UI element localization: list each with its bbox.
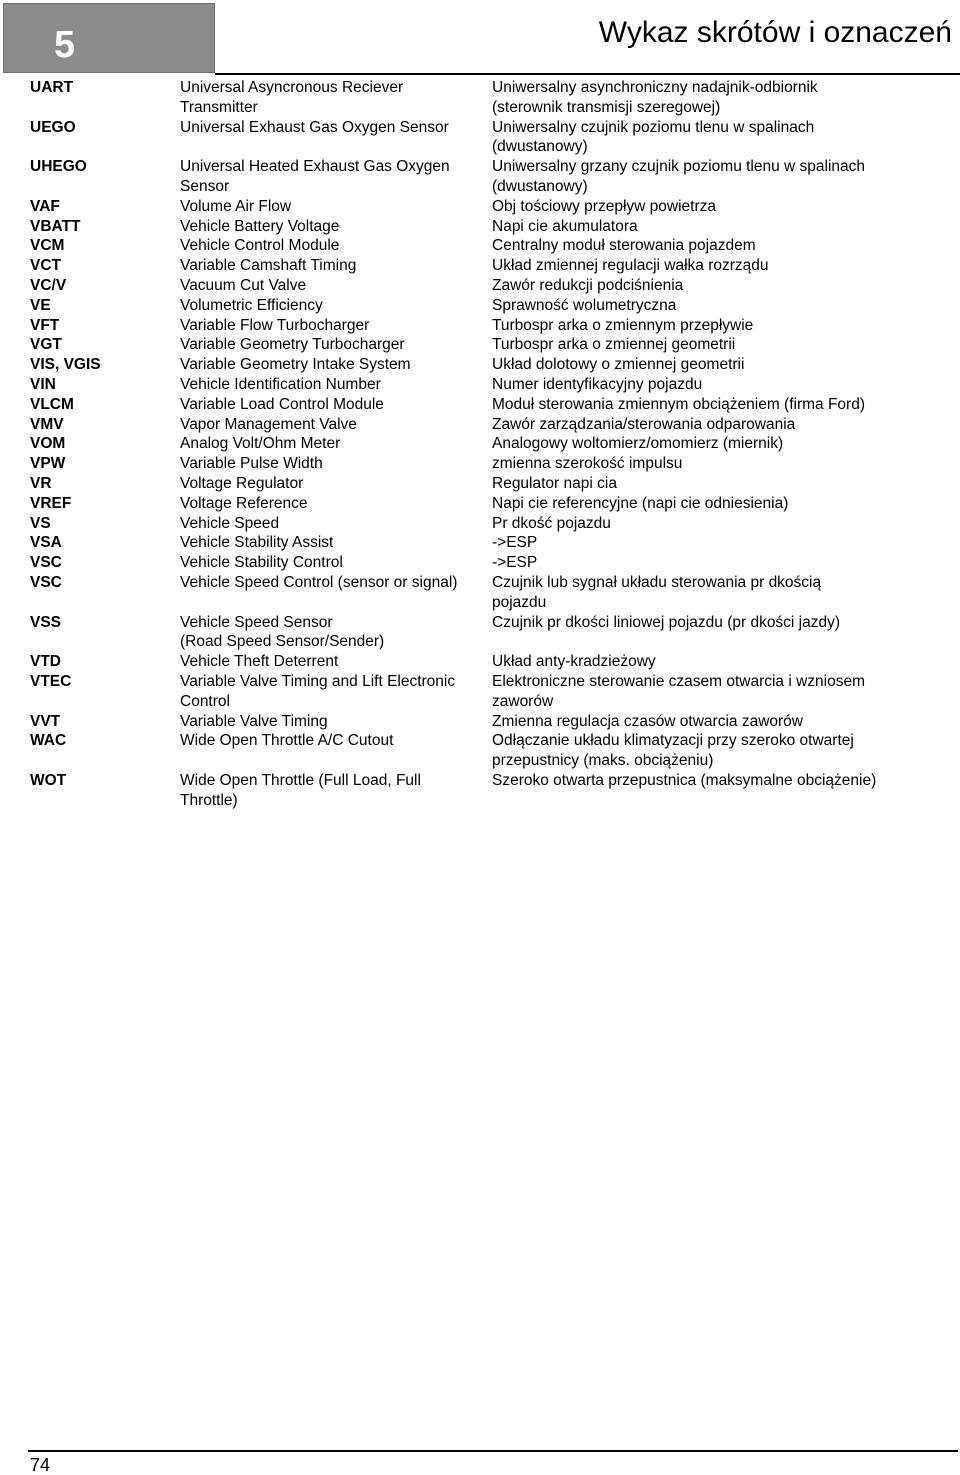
table-row [30, 355, 950, 375]
english-term-cell: Variable Load Control Module [180, 395, 384, 413]
english-term-cell: Analog Volt/Ohm Meter [180, 435, 341, 453]
table-row [30, 613, 950, 653]
page-number: 74 [30, 1455, 51, 1475]
abbreviation-cell: VSC [30, 554, 62, 572]
polish-term-cell: ->ESP [492, 554, 538, 572]
polish-term-cell: Regulator napi cia [492, 474, 617, 492]
table-row [30, 454, 950, 474]
english-term-cell: Wide Open Throttle A/C Cutout [180, 732, 394, 750]
abbreviation-cell: WOT [30, 771, 67, 789]
table-row [30, 514, 950, 534]
english-term-cell: Vapor Management Valve [180, 415, 357, 433]
polish-term-cell: ->ESP [492, 534, 538, 552]
abbreviation-cell: VLCM [30, 395, 74, 413]
table-row [30, 771, 950, 811]
english-term-cell: Vehicle Battery Voltage [180, 217, 340, 235]
abbreviation-cell: VIN [30, 375, 56, 393]
table-row [30, 672, 950, 712]
polish-term-cell: Napi cie akumulatora [492, 217, 638, 235]
table-row [30, 157, 950, 197]
table-row [30, 434, 950, 454]
table-row [30, 256, 950, 276]
polish-term-cell: Analogowy woltomierz/omomierz (miernik) [492, 435, 784, 453]
english-term-cell: Variable Camshaft Timing [180, 257, 357, 275]
abbreviation-cell: WAC [30, 732, 67, 750]
table-row [30, 197, 950, 217]
abbreviation-cell: VBATT [30, 217, 81, 235]
polish-term-cell: Zawór zarządzania/sterowania odparowania [492, 415, 796, 433]
table-row [30, 494, 950, 514]
polish-term-cell: Pr dkość pojazdu [492, 514, 611, 532]
english-term-cell: Universal Asyncronous Reciever Transmitter [180, 79, 404, 116]
abbreviation-cell: VVT [30, 712, 61, 730]
polish-term-cell: Napi cie referencyjne (napi cie odniesienia) [492, 494, 789, 512]
polish-term-cell: Układ zmiennej regulacji wałka rozrządu [492, 257, 769, 275]
polish-term-cell: Numer identyfikacyjny pojazdu [492, 375, 703, 393]
abbreviation-cell: VTD [30, 653, 61, 671]
table-row [30, 731, 950, 771]
table-row [30, 553, 950, 573]
english-term-cell: Variable Valve Timing and Lift Electronic Control [180, 672, 456, 710]
polish-term-cell: Turbospr arka o zmiennej geometrii [492, 336, 736, 354]
english-term-cell: Vehicle Identification Number [180, 375, 381, 393]
polish-term-cell: Uniwersalny asynchroniczny nadajnik-odbiornik (sterownik transmisji szeregowej) [492, 79, 818, 116]
polish-term-cell: Obj tościowy przepływ powietrza [492, 197, 716, 215]
abbreviation-cell: VSS [30, 613, 62, 631]
english-term-cell: Variable Geometry Intake System [180, 356, 411, 374]
polish-term-cell: Czujnik pr dkości liniowej pojazdu (pr dkości jazdy) [492, 613, 841, 631]
polish-term-cell: Zawór redukcji podciśnienia [492, 276, 684, 294]
chapter-tab [3, 3, 215, 73]
table-row [30, 415, 950, 435]
english-term-cell: Volumetric Efficiency [180, 296, 323, 314]
abbreviation-cell: VE [30, 296, 51, 314]
table-row [30, 652, 950, 672]
polish-term-cell: Układ anty-kradzieżowy [492, 653, 656, 671]
abbreviation-cell: VPW [30, 455, 66, 473]
table-row [30, 276, 950, 296]
polish-term-cell: Moduł sterowania zmiennym obciążeniem (firma Ford) [492, 395, 865, 413]
abbreviation-cell: VSA [30, 534, 62, 552]
table-row [30, 296, 950, 316]
english-term-cell: Vacuum Cut Valve [180, 276, 307, 294]
chapter-number: 5 [54, 24, 76, 66]
polish-term-cell: Odłączanie układu klimatyzacji przy szeroko otwartej przepustnicy (maks. obciążeniu) [492, 732, 854, 770]
polish-term-cell: Elektroniczne sterowanie czasem otwarcia i wzniosem zaworów [492, 672, 866, 710]
header-rule [215, 73, 960, 75]
abbreviation-cell: VAF [30, 197, 60, 215]
english-term-cell: Variable Geometry Turbocharger [180, 336, 405, 354]
polish-term-cell: zmienna szerokość impulsu [492, 455, 683, 473]
polish-term-cell: Sprawność wolumetryczna [492, 296, 677, 314]
abbreviation-cell: UEGO [30, 118, 76, 136]
english-term-cell: Universal Heated Exhaust Gas Oxygen Sensor [180, 158, 450, 195]
table-row [30, 573, 950, 613]
polish-term-cell: Turbospr arka o zmiennym przepływie [492, 316, 754, 334]
table-row [30, 118, 950, 158]
abbreviation-cell: VIS, VGIS [30, 356, 101, 374]
english-term-cell: Vehicle Speed [180, 514, 280, 532]
abbreviation-cell: VMV [30, 415, 64, 433]
english-term-cell: Voltage Reference [180, 494, 308, 512]
abbreviation-cell: VOM [30, 435, 66, 453]
abbreviation-cell: VREF [30, 494, 72, 512]
abbreviation-cell: UART [30, 79, 74, 96]
abbreviation-cell: VGT [30, 336, 62, 354]
polish-term-cell: Zmienna regulacja czasów otwarcia zaworów [492, 712, 803, 730]
abbreviation-cell: VSC [30, 573, 62, 591]
english-term-cell: Vehicle Speed Sensor (Road Speed Sensor/Sender) [180, 613, 385, 651]
page-title: Wykaz skrótów i oznaczeń [598, 16, 952, 49]
table-row [30, 316, 950, 336]
table-row [30, 375, 950, 395]
table-row [30, 217, 950, 237]
english-term-cell: Voltage Regulator [180, 474, 304, 492]
english-term-cell: Variable Valve Timing [180, 712, 328, 730]
abbreviation-cell: VCM [30, 237, 65, 255]
english-term-cell: Variable Pulse Width [180, 455, 323, 473]
english-term-cell: Vehicle Stability Assist [180, 534, 334, 552]
polish-term-cell: Układ dolotowy o zmiennej geometrii [492, 356, 745, 374]
english-term-cell: Universal Exhaust Gas Oxygen Sensor [180, 118, 449, 136]
polish-term-cell: Centralny moduł sterowania pojazdem [492, 237, 756, 255]
english-term-cell: Vehicle Theft Deterrent [180, 653, 339, 671]
polish-term-cell: Uniwersalny czujnik poziomu tlenu w spalinach (dwustanowy) [492, 118, 815, 156]
footer-rule [28, 1450, 958, 1452]
table-row [30, 533, 950, 553]
table-row [30, 712, 950, 732]
english-term-cell: Vehicle Speed Control (sensor or signal) [180, 573, 458, 591]
english-term-cell: Wide Open Throttle (Full Load, Full Throttle) [180, 771, 421, 809]
table-row [30, 335, 950, 355]
abbreviation-cell: UHEGO [30, 158, 87, 176]
abbreviation-cell: VCT [30, 257, 61, 275]
abbreviation-cell: VFT [30, 316, 60, 334]
table-row [30, 474, 950, 494]
polish-term-cell: Szeroko otwarta przepustnica (maksymalne obciążenie) [492, 771, 877, 789]
english-term-cell: Vehicle Stability Control [180, 554, 343, 572]
abbreviation-cell: VTEC [30, 672, 72, 690]
english-term-cell: Volume Air Flow [180, 197, 292, 215]
abbreviation-cell: VS [30, 514, 51, 532]
english-term-cell: Vehicle Control Module [180, 237, 340, 255]
table-row [30, 236, 950, 256]
polish-term-cell: Czujnik lub sygnał układu sterowania pr dkością pojazdu [492, 573, 822, 611]
abbreviation-table [30, 78, 950, 810]
table-row [30, 78, 950, 118]
table-row [30, 395, 950, 415]
polish-term-cell: Uniwersalny grzany czujnik poziomu tlenu w spalinach (dwustanowy) [492, 158, 866, 195]
english-term-cell: Variable Flow Turbocharger [180, 316, 370, 334]
abbreviation-cell: VC/V [30, 276, 67, 294]
abbreviation-cell: VR [30, 474, 52, 492]
